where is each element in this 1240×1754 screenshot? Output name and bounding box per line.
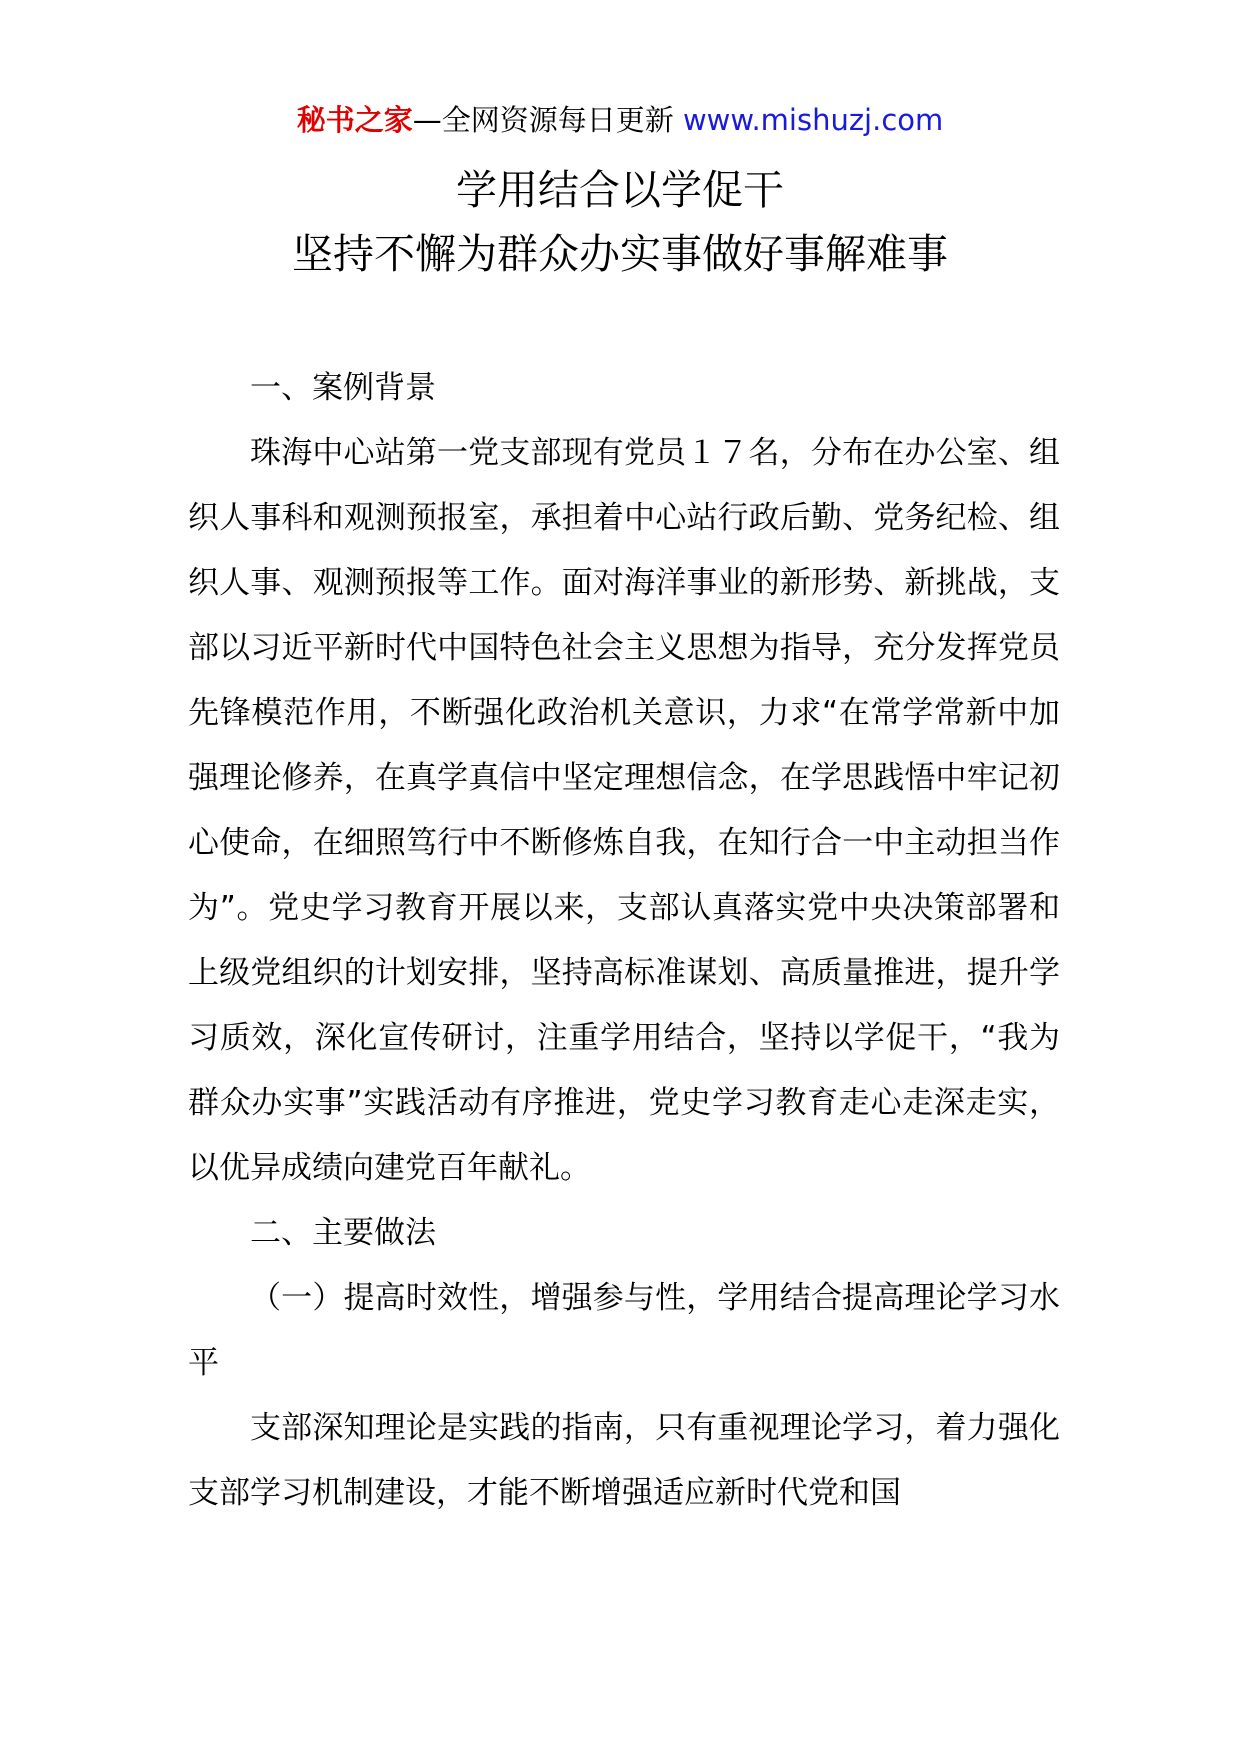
brand-name: 秘书之家	[296, 103, 413, 137]
section-heading-background: 一、案例背景	[250, 370, 436, 406]
paragraph-background: 珠海中心站第一党支部现有党员１７名，分布在办公室、组织人事科和观测预报室，承担着中心站行政后勤、党务纪检、组织人事、观测预报等工作。面对海洋事业的新形势、新挑战，支部以习近平新时代中国特色社会主义思想为指导，充分发挥党员先锋模范作用，不断强化政治机关意识，力求“在常学常新中加强理论修养，在真学真信中坚定理想信念，在学思践悟中牢记初心使命，在细照笃行中不断修炼自我，在知行合一中主动担当作为”。党史学习教育开展以来，支部认真落实党中央决策部署和上级党组织的计划安排，坚持高标准谋划、高质量推进，提升学习质效，深化宣传研讨，注重学用结合，坚持以学促干，“我为群众办实事”实践活动有序推进，党史学习教育走心走深走实，以优异成绩向建党百年献礼。	[188, 435, 1060, 1186]
section-heading-methods: 二、主要做法	[250, 1215, 436, 1251]
site-url-link[interactable]: www.mishuzj.com	[682, 103, 944, 137]
document-title-line-2: 坚持不懈为群众办实事做好事解难事	[292, 230, 948, 278]
site-watermark-header	[0, 100, 1240, 140]
document-body	[188, 356, 1060, 1526]
header-tagline: —全网资源每日更新	[412, 103, 683, 137]
subheading-theory-study: （一）提高时效性，增强参与性，学用结合提高理论学习水平	[188, 1280, 1060, 1381]
document-title-line-1: 学用结合以学促干	[456, 166, 784, 214]
paragraph-theory-study: 支部深知理论是实践的指南，只有重视理论学习，着力强化支部学习机制建设，才能不断增强适应新时代党和国	[188, 1410, 1060, 1511]
